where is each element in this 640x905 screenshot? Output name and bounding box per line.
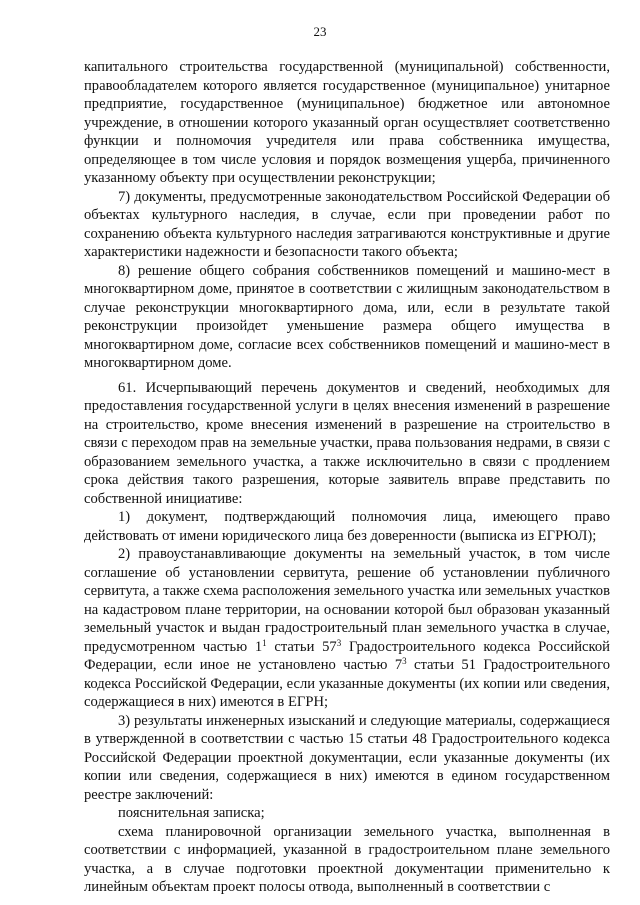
item-2-text-b: статьи 57 [266,638,337,655]
item-2-text-a: 2) правоустанавливающие документы на земельный участок, в том числе соглашение об установлении сервитута, решение об установлении публичного сервитута, а также схема расположения земельного участка или земельных участков на кадастровом плане территории, на основании которой был образован указанный земельный участок и выдан градостроительный план земельного участка в случае, предусмотренном частью 1 [84,546,610,655]
item-2-text-d: статьи 51 Градостроительного кодекса Российской Федерации, если указанные документы (их копии или сведения, содержащиеся в них) имеются в ЕГРН; [84,657,610,710]
paragraph-item-1: 1) документ, подтверждающий полномочия лица, имеющего право действовать от имени юридического лица без доверенности (выписка из ЕГРЮЛ); [84,509,610,544]
paragraph-item-7: 7) документы, предусмотренные законодательством Российской Федерации об объектах культурного наследия, в случае, если при проведении работ по сохранению объекта культурного наследия затрагиваются конструктивные и другие характеристики надежности и безопасности такого объекта; [84,188,610,260]
superscript: 3 [336,637,342,648]
item-2-text-c: Градостроительного кодекса Российской Федерации, если иное не установлено частью 7 [84,638,610,673]
paragraph-explanatory-note: пояснительная записка; [118,805,265,821]
paragraph-item-2 [84,545,610,712]
paragraph-section-61: 61. Исчерпывающий перечень документов и сведений, необходимых для предоставления государственной услуги в целях внесения изменений в разрешение на строительство, кроме внесения изменений в разрешение на строительство в связи с переходом прав на земельные участки, права пользования недрами, в связи с образованием земельного участка, а также исключительно в связи с продлением срока действия такого разрешения, которые заявитель вправе представить по собственной инициативе: [84,379,610,507]
paragraph-continuation: капитального строительства государственной (муниципальной) собственности, правообладателем которого является государственное (муниципальное) унитарное предприятие, государственное (муниципальное) бюджетное или автономное учреждение, в отношении которого указанный орган осуществляет соответственно функции и полномочия учредителя или права собственника имущества, определяющее в том числе условия и порядок возмещения ущерба, причиненного указанному объекту при осуществлении реконструкции; [84,59,610,186]
page-number: 23 [313,24,327,39]
superscript: 1 [262,637,267,648]
paragraph-item-8: 8) решение общего собрания собственников помещений и машино-мест в многоквартирном доме, принятое в соответствии с жилищным законодательством в случае реконструкции многоквартирного дома, или, если в результате такой реконструкции произойдет уменьшение размера общего имущества в многоквартирном доме, согласие всех собственников помещений и машино-мест в многоквартирном доме. [84,262,610,371]
paragraph-item-3: 3) результаты инженерных изысканий и следующие материалы, содержащиеся в утвержденной в соответствии с частью 15 статьи 48 Градостроительного кодекса Российской Федерации проектной документации, если указанные документы (их копии или сведения, содержащиеся в них) имеются в едином государственном реестре заключений: [84,712,610,803]
document-body [84,58,610,897]
paragraph-site-plan: схема планировочной организации земельного участка, выполненная в соответствии с информацией, указанной в градостроительном плане земельного участка, а в случае подготовки проектной документации применительно к линейным объектам проект полосы отвода, выполненный в соответствии с [84,823,610,895]
superscript: 3 [402,656,407,666]
